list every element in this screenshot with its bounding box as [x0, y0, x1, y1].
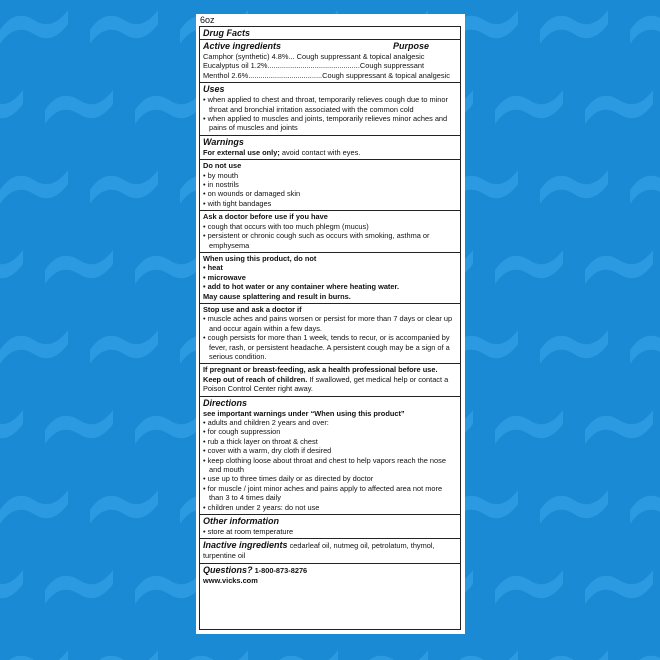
active-row: Eucalyptus oil 1.2%.............................................Cough suppressant — [203, 61, 425, 71]
directions-section — [200, 397, 460, 515]
list-item: • store at room temperature — [203, 527, 457, 536]
pregnancy-section: If pregnant or breast-feeding, ask a health professional before use. Keep out of reach of children. If swallowed, get medical help or contact a Poison Control Center right away. — [200, 364, 460, 396]
list-item: • for muscle / joint minor aches and pains apply to affected area not more than 3 to 4 times daily — [203, 484, 457, 503]
uses-heading: Uses — [203, 84, 225, 95]
list-item: • on wounds or damaged skin — [203, 189, 457, 198]
ask-doctor-section — [200, 211, 460, 253]
stop-use-section — [200, 304, 460, 364]
list-item: • keep clothing loose about throat and chest to help vapors reach the nose and mouth — [203, 456, 457, 475]
questions-heading: Questions? — [203, 564, 253, 575]
drug-facts-panel — [196, 14, 465, 634]
uses-section — [200, 83, 460, 136]
drug-facts-box — [199, 26, 461, 630]
inactive-ingredients-section — [200, 539, 460, 563]
list-item: • use up to three times daily or as directed by doctor — [203, 474, 457, 483]
ask-doctor-heading: Ask a doctor before use if you have — [203, 212, 328, 222]
website: www.vicks.com — [203, 575, 258, 585]
list-item: • with tight bandages — [203, 199, 457, 208]
list-item: • cover with a warm, dry cloth if desired — [203, 446, 457, 455]
inactive-list: cedarleaf oil, nutmeg oil, petrolatum, thymol, turpentine oil — [203, 541, 435, 561]
other-information-section — [200, 515, 460, 539]
list-item: • when applied to chest and throat, temporarily relieves cough due to minor throat and bronchial irritation associated with the common cold — [203, 95, 457, 114]
phone-number: 1-800-873-8276 — [252, 565, 308, 575]
active-heading: Active ingredients — [203, 41, 282, 51]
list-item: • by mouth — [203, 171, 457, 180]
other-heading: Other information — [203, 516, 279, 527]
inactive-heading: Inactive ingredients — [203, 540, 288, 551]
active-row: Camphor (synthetic) 4.8%... Cough suppressant & topical analgesic — [203, 52, 425, 61]
do-not-use-section — [200, 160, 460, 211]
when-using-section — [200, 253, 460, 304]
list-item: • add to hot water or any container where heating water. — [203, 282, 457, 291]
list-item: • heat — [203, 263, 457, 272]
list-item: • microwave — [203, 273, 457, 282]
do-not-use-heading: Do not use — [203, 161, 242, 171]
keep-out-of-reach: Keep out of reach of children. — [203, 374, 308, 384]
list-item: • in nostrils — [203, 180, 457, 189]
warnings-section: Warnings For external use only; avoid contact with eyes. — [200, 136, 460, 160]
stop-use-heading: Stop use and ask a doctor if — [203, 304, 302, 314]
when-using-heading: When using this product, do not — [203, 253, 317, 263]
net-weight: 6oz — [200, 15, 215, 25]
directions-lead: see important warnings under “When using this product” — [203, 408, 405, 418]
burn-warning: May cause splattering and result in burns. — [203, 291, 351, 301]
list-item: • for cough suppression — [203, 427, 457, 436]
active-ingredients-section — [200, 40, 460, 83]
questions-section — [200, 564, 460, 587]
purpose-heading: Purpose — [392, 41, 429, 51]
list-item: • children under 2 years: do not use — [203, 503, 457, 512]
pregnancy-warning: If pregnant or breast-feeding, ask a health professional before use. — [203, 365, 438, 375]
drug-facts-title: Drug Facts — [203, 28, 251, 38]
warnings-heading: Warnings — [203, 136, 244, 147]
directions-heading: Directions — [203, 397, 248, 408]
external-use-lead: For external use only; — [203, 147, 280, 157]
title-section — [200, 27, 460, 40]
list-item: • adults and children 2 years and over: — [203, 418, 457, 427]
list-item: • muscle aches and pains worsen or persist for more than 7 days or clear up and occur again within a few days. — [203, 314, 457, 333]
list-item: • cough persists for more than 1 week, tends to recur, or is accompanied by fever, rash, or persistent headache. A persistent cough may be a sign of a serious condition. — [203, 333, 457, 361]
active-row: Menthol 2.6%....................................Cough suppressant & topical analgesic — [203, 70, 450, 80]
list-item: • persistent or chronic cough such as occurs with smoking, asthma or emphysema — [203, 231, 457, 250]
list-item: • cough that occurs with too much phlegm (mucus) — [203, 222, 457, 231]
list-item: • when applied to muscles and joints, temporarily relieves minor aches and pains of muscles and joints — [203, 114, 457, 133]
list-item: • rub a thick layer on throat & chest — [203, 437, 457, 446]
